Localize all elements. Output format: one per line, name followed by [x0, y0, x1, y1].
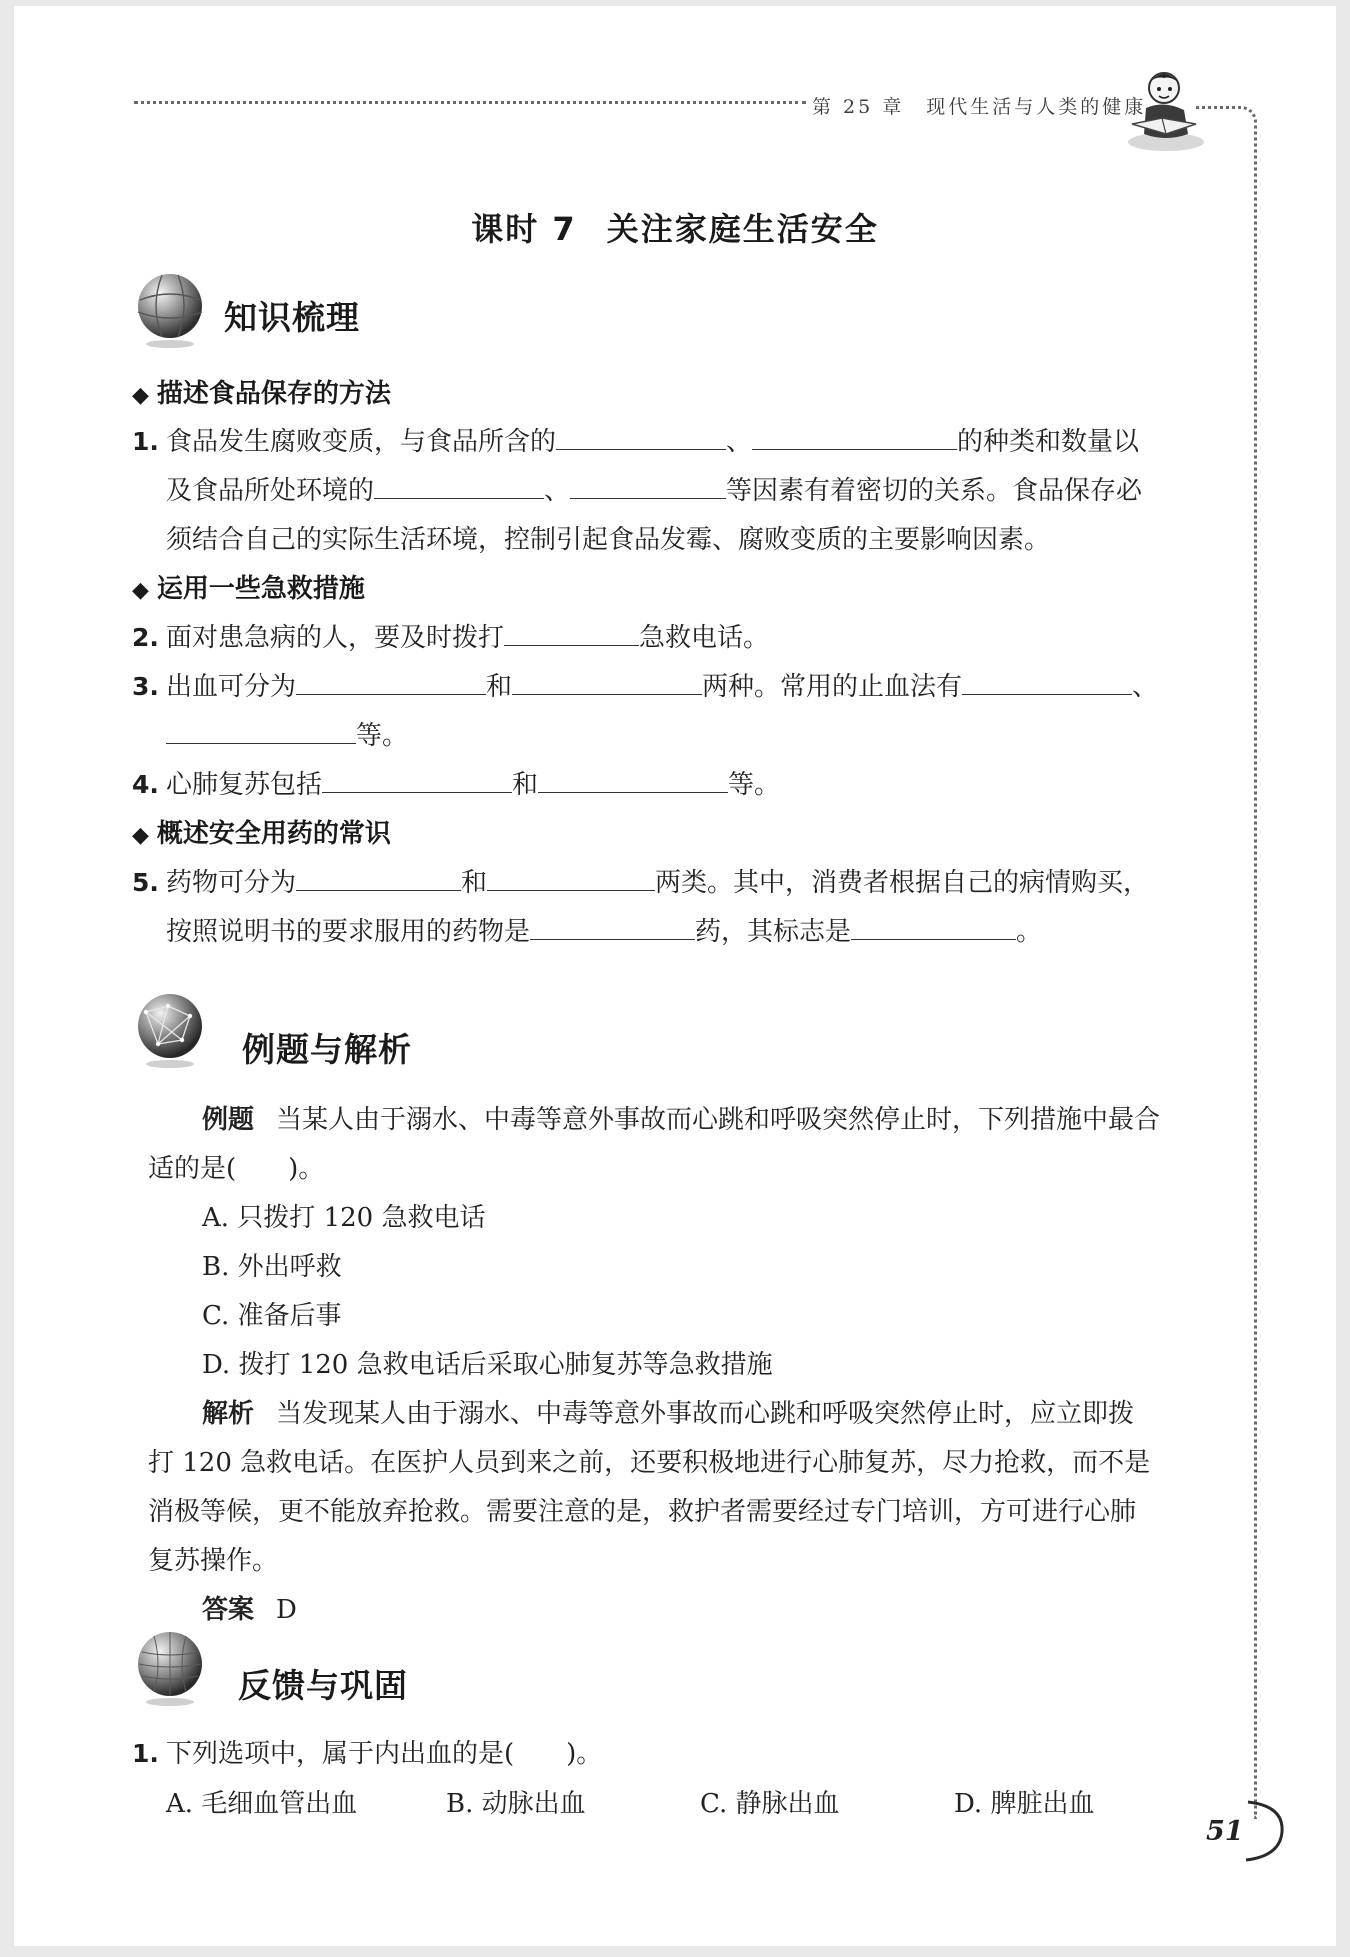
question-number: 1.: [132, 427, 159, 456]
answer-blank[interactable]: [296, 868, 461, 891]
answer-blank[interactable]: [512, 672, 702, 695]
analysis-line-4: 复苏操作。: [148, 1546, 279, 1576]
globe-icon: [132, 270, 208, 350]
question-3-line-2: 等。: [166, 718, 408, 754]
lesson-number: 课时 7: [471, 210, 577, 248]
diamond-bullet-icon: ◆: [132, 578, 149, 603]
answer-blank[interactable]: [570, 476, 726, 499]
answer-blank[interactable]: [538, 770, 728, 793]
chapter-title: 现代生活与人类的健康: [926, 96, 1147, 118]
network-globe-icon: [132, 990, 208, 1070]
chapter-number: 第 25 章: [812, 96, 905, 118]
workbook-page: [14, 6, 1336, 1946]
example-stem-line-2: 适的是( )。: [148, 1154, 325, 1184]
page-number: 51: [1206, 1816, 1244, 1847]
analysis-line-1: 解析 当发现某人由于溺水、中毒等意外事故而心跳和呼吸突然停止时，应立即拨: [202, 1399, 1135, 1429]
example-label: 例题: [202, 1105, 255, 1135]
section-heading-example: [132, 990, 552, 1080]
answer-blank[interactable]: [504, 623, 639, 646]
answer-blank[interactable]: [374, 476, 544, 499]
dotted-page-frame: [1196, 106, 1257, 1819]
section-title: 知识梳理: [224, 298, 360, 337]
feedback-question-1: 下列选项中，属于内出血的是( )。: [166, 1739, 603, 1769]
page-title: [14, 204, 1336, 250]
analysis-line-3: 消极等候，更不能放弃抢救。需要注意的是，救护者需要经过专门培训，方可进行心肺: [148, 1497, 1137, 1527]
answer-blank[interactable]: [322, 770, 512, 793]
header-dotted-rule: [134, 101, 806, 104]
analysis-label: 解析: [202, 1399, 255, 1429]
feedback-option-d: D. 脾脏出血: [954, 1789, 1095, 1819]
lesson-name: 关注家庭生活安全: [606, 210, 879, 248]
question-1-line-1: 食品发生腐败变质，与食品所含的 、 的种类和数量以: [166, 427, 1140, 457]
question-number: 1.: [132, 1739, 159, 1768]
answer-blank[interactable]: [487, 868, 655, 891]
question-3-line-1: 出血可分为 和 两种。常用的止血法有 、: [166, 672, 1159, 702]
analysis-line-2: 打 120 急救电话。在医护人员到来之前，还要积极地进行心肺复苏，尽力抢救，而不是: [148, 1448, 1151, 1478]
example-option-d: D. 拨打 120 急救电话后采取心肺复苏等急救措施: [202, 1350, 773, 1380]
feedback-option-a: A. 毛细血管出血: [166, 1789, 358, 1819]
question-2: 面对患急病的人，要及时拨打 急救电话。: [166, 623, 770, 653]
topic-first-aid: ◆ 运用一些急救措施: [132, 574, 365, 604]
feedback-option-b: B. 动脉出血: [446, 1789, 586, 1819]
feedback-option-c: C. 静脉出血: [700, 1789, 840, 1819]
answer-label: 答案: [202, 1595, 255, 1625]
answer-blank[interactable]: [556, 427, 726, 450]
section-heading-knowledge: [132, 270, 552, 360]
answer-blank[interactable]: [851, 917, 1016, 940]
answer-blank[interactable]: [530, 917, 695, 940]
question-1-line-3: 须结合自己的实际生活环境，控制引起食品发霉、腐败变质的主要影响因素。: [166, 525, 1051, 555]
diamond-bullet-icon: ◆: [132, 383, 149, 408]
example-option-a: A. 只拨打 120 急救电话: [202, 1203, 486, 1233]
question-number: 3.: [132, 672, 159, 701]
question-number: 2.: [132, 623, 159, 652]
answer-value: D: [276, 1595, 297, 1625]
example-option-c: C. 准备后事: [202, 1301, 342, 1331]
question-5-line-1: 药物可分为 和 两类。其中，消费者根据自己的病情购买，: [166, 868, 1150, 898]
question-1-line-2: 及食品所处环境的 、 等因素有着密切的关系。食品保存必: [166, 476, 1143, 506]
textured-sphere-icon: [132, 1628, 208, 1708]
section-heading-feedback: [132, 1628, 552, 1718]
answer-blank[interactable]: [752, 427, 957, 450]
answer-line: [202, 1592, 297, 1628]
topic-safe-medication: ◆ 概述安全用药的常识: [132, 819, 391, 849]
question-4: 心肺复苏包括 和 等。: [166, 770, 781, 800]
example-option-b: B. 外出呼救: [202, 1252, 342, 1282]
section-title: 例题与解析: [242, 1030, 412, 1069]
question-number: 5.: [132, 868, 159, 897]
question-5-line-2: 按照说明书的要求服用的药物是 药，其标志是 。: [166, 917, 1043, 947]
answer-blank[interactable]: [166, 721, 356, 744]
running-header: [812, 92, 1146, 119]
diamond-bullet-icon: ◆: [132, 823, 149, 848]
example-stem-line-1: 例题 当某人由于溺水、中毒等意外事故而心跳和呼吸突然停止时，下列措施中最合: [202, 1105, 1161, 1135]
answer-blank[interactable]: [296, 672, 486, 695]
answer-blank[interactable]: [962, 672, 1132, 695]
question-number: 4.: [132, 770, 159, 799]
topic-food-preservation: ◆ 描述食品保存的方法: [132, 379, 391, 409]
section-title: 反馈与巩固: [238, 1666, 408, 1705]
